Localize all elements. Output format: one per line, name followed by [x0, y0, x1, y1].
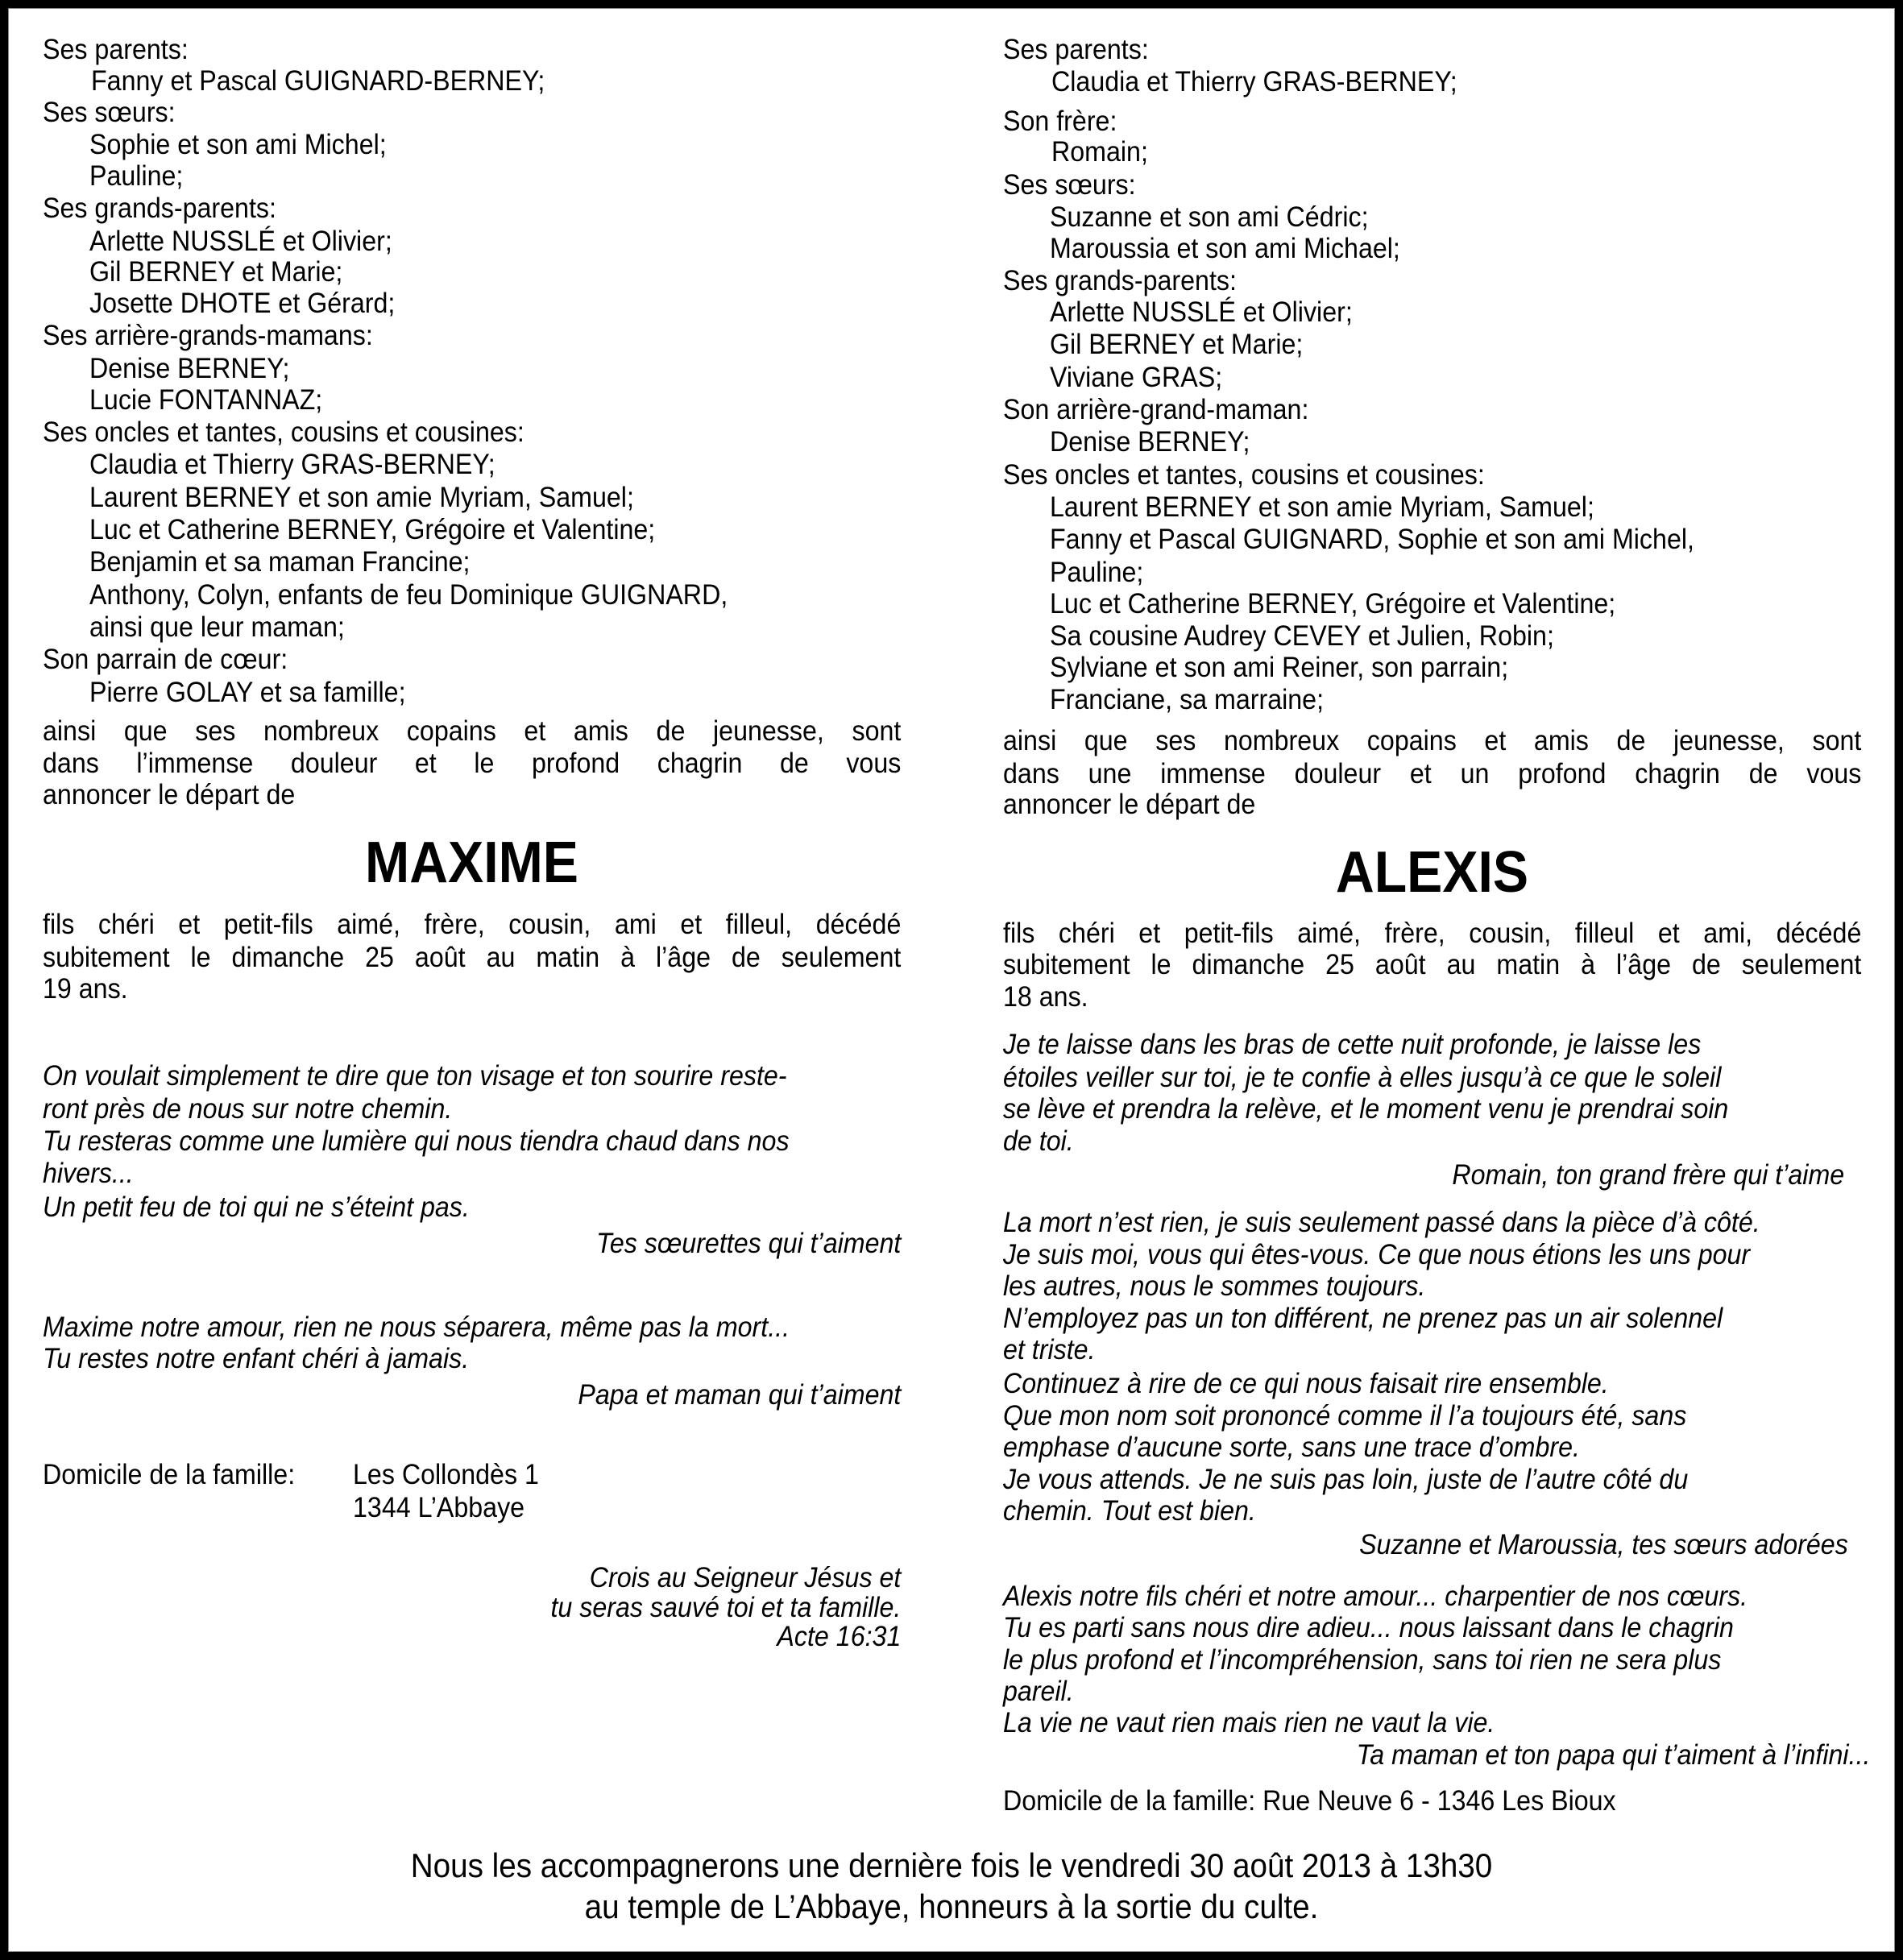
family-member: Pauline;	[89, 160, 184, 192]
family-member: Laurent BERNEY et son amie Myriam, Samuel;	[89, 482, 634, 513]
tribute-signature: Ta maman et ton papa qui t’aiment à l’infini...	[1356, 1739, 1871, 1771]
domicile-address-line2: 1344 L’Abbaye	[353, 1492, 525, 1523]
family-member: Luc et Catherine BERNEY, Grégoire et Valentine;	[89, 514, 656, 545]
family-member: Gil BERNEY et Marie;	[89, 256, 343, 288]
obituary-alexis	[1003, 0, 1871, 1960]
family-member: Claudia et Thierry GRAS-BERNEY;	[89, 449, 495, 480]
family-member: Denise BERNEY;	[1050, 426, 1250, 458]
family-member: Laurent BERNEY et son amie Myriam, Samuel;	[1050, 491, 1594, 523]
tribute-line: Continuez à rire de ce qui nous faisait rire ensemble.	[1003, 1368, 1609, 1399]
tribute-signature: Tes sœurettes qui t’aiment	[596, 1228, 902, 1259]
family-member: Arlette NUSSLÉ et Olivier;	[89, 226, 392, 257]
tribute-line: Tu resteras comme une lumière qui nous tiendra chaud dans nos	[43, 1125, 790, 1157]
family-heading: Ses grands-parents:	[1003, 265, 1237, 296]
domicile-address: Domicile de la famille: Rue Neuve 6 - 1346 Les Bioux	[1003, 1785, 1616, 1817]
family-member: Maroussia et son ami Michael;	[1050, 233, 1400, 264]
tribute-line: le plus profond et l’incompréhension, sans toi rien ne sera plus	[1003, 1644, 1722, 1676]
announcement-line: ainsi que ses nombreux copains et amis de jeunesse, sont	[43, 715, 902, 747]
description-line: subitement le dimanche 25 août au matin à l’âge de seulement	[1003, 949, 1862, 980]
tribute-line: Alexis notre fils chéri et notre amour... charpentier de nos cœurs.	[1003, 1581, 1748, 1612]
tribute-line: Je vous attends. Je ne suis pas loin, juste de l’autre côté du	[1003, 1464, 1689, 1495]
family-member: Gil BERNEY et Marie;	[1050, 329, 1304, 360]
tribute-line: La mort n’est rien, je suis seulement passé dans la pièce d’à côté.	[1003, 1207, 1760, 1238]
family-member: ainsi que leur maman;	[89, 611, 345, 643]
family-member: Denise BERNEY;	[89, 353, 290, 384]
domicile-address-line1: Les Collondès 1	[353, 1459, 539, 1490]
family-heading: Son parrain de cœur:	[43, 644, 288, 675]
domicile-label: Domicile de la famille:	[43, 1459, 296, 1490]
tribute-line: La vie ne vaut rien mais rien ne vaut la vie.	[1003, 1707, 1495, 1738]
family-heading: Son frère:	[1003, 106, 1117, 137]
deceased-name: MAXIME	[365, 831, 578, 895]
family-member: Sylviane et son ami Reiner, son parrain;	[1050, 652, 1509, 683]
family-member: Suzanne et son ami Cédric;	[1050, 201, 1369, 233]
bible-verse-line: Crois au Seigneur Jésus et	[589, 1562, 902, 1593]
family-heading: Ses sœurs:	[43, 97, 176, 128]
tribute-line: Tu restes notre enfant chéri à jamais.	[43, 1343, 470, 1374]
announcement-line: dans l’immense douleur et le profond chagrin de vous	[43, 748, 902, 779]
family-member: Claudia et Thierry GRAS-BERNEY;	[1051, 66, 1457, 97]
description-line: 18 ans.	[1003, 981, 1088, 1013]
tribute-line: Je te laisse dans les bras de cette nuit profonde, je laisse les	[1003, 1029, 1702, 1060]
family-heading: Ses grands-parents:	[43, 193, 276, 224]
family-heading: Ses oncles et tantes, cousins et cousines:	[43, 416, 524, 448]
tribute-line: Un petit feu de toi qui ne s’éteint pas.	[43, 1191, 470, 1223]
family-member: Sa cousine Audrey CEVEY et Julien, Robin;	[1050, 620, 1554, 652]
tribute-line: chemin. Tout est bien.	[1003, 1495, 1256, 1527]
family-member: Sophie et son ami Michel;	[89, 129, 387, 160]
announcement-line: ainsi que ses nombreux copains et amis de jeunesse, sont	[1003, 725, 1862, 756]
announcement-line: dans une immense douleur et un profond chagrin de vous	[1003, 758, 1862, 789]
family-member: Franciane, sa marraine;	[1050, 684, 1325, 715]
family-member: Fanny et Pascal GUIGNARD-BERNEY;	[91, 65, 545, 97]
family-heading: Ses arrière-grands-mamans:	[43, 320, 373, 351]
tribute-line: N’employez pas un ton différent, ne prenez pas un air solennel	[1003, 1303, 1723, 1334]
description-line: fils chéri et petit-fils aimé, frère, cousin, filleul et ami, décédé	[1003, 918, 1862, 949]
family-member: Luc et Catherine BERNEY, Grégoire et Valentine;	[1050, 588, 1616, 619]
family-heading: Son arrière-grand-maman:	[1003, 394, 1309, 425]
family-heading: Ses sœurs:	[1003, 169, 1136, 201]
bible-verse-reference: Acte 16:31	[777, 1621, 902, 1652]
tribute-line: étoiles veiller sur toi, je te confie à elles jusqu’à ce que le soleil	[1003, 1062, 1722, 1093]
tribute-line: les autres, nous le sommes toujours.	[1003, 1270, 1426, 1302]
tribute-signature: Romain, ton grand frère qui t’aime	[1452, 1159, 1845, 1191]
family-member: Fanny et Pascal GUIGNARD, Sophie et son ami Michel,	[1050, 524, 1694, 555]
tribute-signature: Suzanne et Maroussia, tes sœurs adorées	[1359, 1529, 1848, 1560]
family-member: Arlette NUSSLÉ et Olivier;	[1050, 296, 1353, 328]
description-line: fils chéri et petit-fils aimé, frère, cousin, ami et filleul, décédé	[43, 909, 902, 940]
deceased-name: ALEXIS	[1335, 840, 1529, 905]
tribute-signature: Papa et maman qui t’aiment	[578, 1379, 902, 1411]
tribute-line: se lève et prendra la relève, et le moment venu je prendrai soin	[1003, 1093, 1729, 1125]
tribute-line: Je suis moi, vous qui êtes-vous. Ce que nous étions les uns pour	[1003, 1239, 1751, 1270]
description-line: subitement le dimanche 25 août au matin à l’âge de seulement	[43, 942, 902, 973]
tribute-line: ront près de nous sur notre chemin.	[43, 1093, 453, 1125]
family-member: Benjamin et sa maman Francine;	[89, 546, 471, 578]
service-announcement-line1: Nous les accompagnerons une dernière fois le vendredi 30 août 2013 à 13h30	[410, 1846, 1493, 1884]
family-member: Romain;	[1051, 136, 1148, 168]
announcement-line: annoncer le départ de	[1003, 789, 1256, 820]
tribute-line: Que mon nom soit prononcé comme il l’a toujours été, sans	[1003, 1400, 1687, 1432]
family-member: Anthony, Colyn, enfants de feu Dominique GUIGNARD,	[89, 579, 728, 611]
tribute-line: Tu es parti sans nous dire adieu... nous laissant dans le chagrin	[1003, 1612, 1734, 1643]
obituary-maxime	[43, 0, 901, 1960]
family-heading: Ses parents:	[1003, 34, 1149, 65]
tribute-line: hivers...	[43, 1158, 134, 1189]
tribute-line: pareil.	[1003, 1676, 1074, 1707]
tribute-line: emphase d’aucune sorte, sans une trace d’ombre.	[1003, 1432, 1580, 1463]
family-heading: Ses parents:	[43, 34, 189, 65]
announcement-line: annoncer le départ de	[43, 779, 296, 810]
family-member: Josette DHOTE et Gérard;	[89, 288, 396, 319]
family-member: Lucie FONTANNAZ;	[89, 384, 323, 416]
tribute-line: On voulait simplement te dire que ton visage et ton sourire reste-	[43, 1060, 787, 1092]
family-member: Pierre GOLAY et sa famille;	[89, 677, 406, 708]
family-heading: Ses oncles et tantes, cousins et cousines:	[1003, 459, 1485, 491]
family-member: Viviane GRAS;	[1050, 362, 1223, 393]
tribute-line: de toi.	[1003, 1125, 1074, 1157]
family-member: Pauline;	[1050, 557, 1144, 588]
service-announcement-line2: au temple de L’Abbaye, honneurs à la sortie du culte.	[584, 1887, 1319, 1925]
tribute-line: et triste.	[1003, 1334, 1096, 1365]
bible-verse-line: tu seras sauvé toi et ta famille.	[550, 1592, 902, 1623]
description-line: 19 ans.	[43, 973, 128, 1005]
tribute-line: Maxime notre amour, rien ne nous séparera, même pas la mort...	[43, 1312, 790, 1343]
